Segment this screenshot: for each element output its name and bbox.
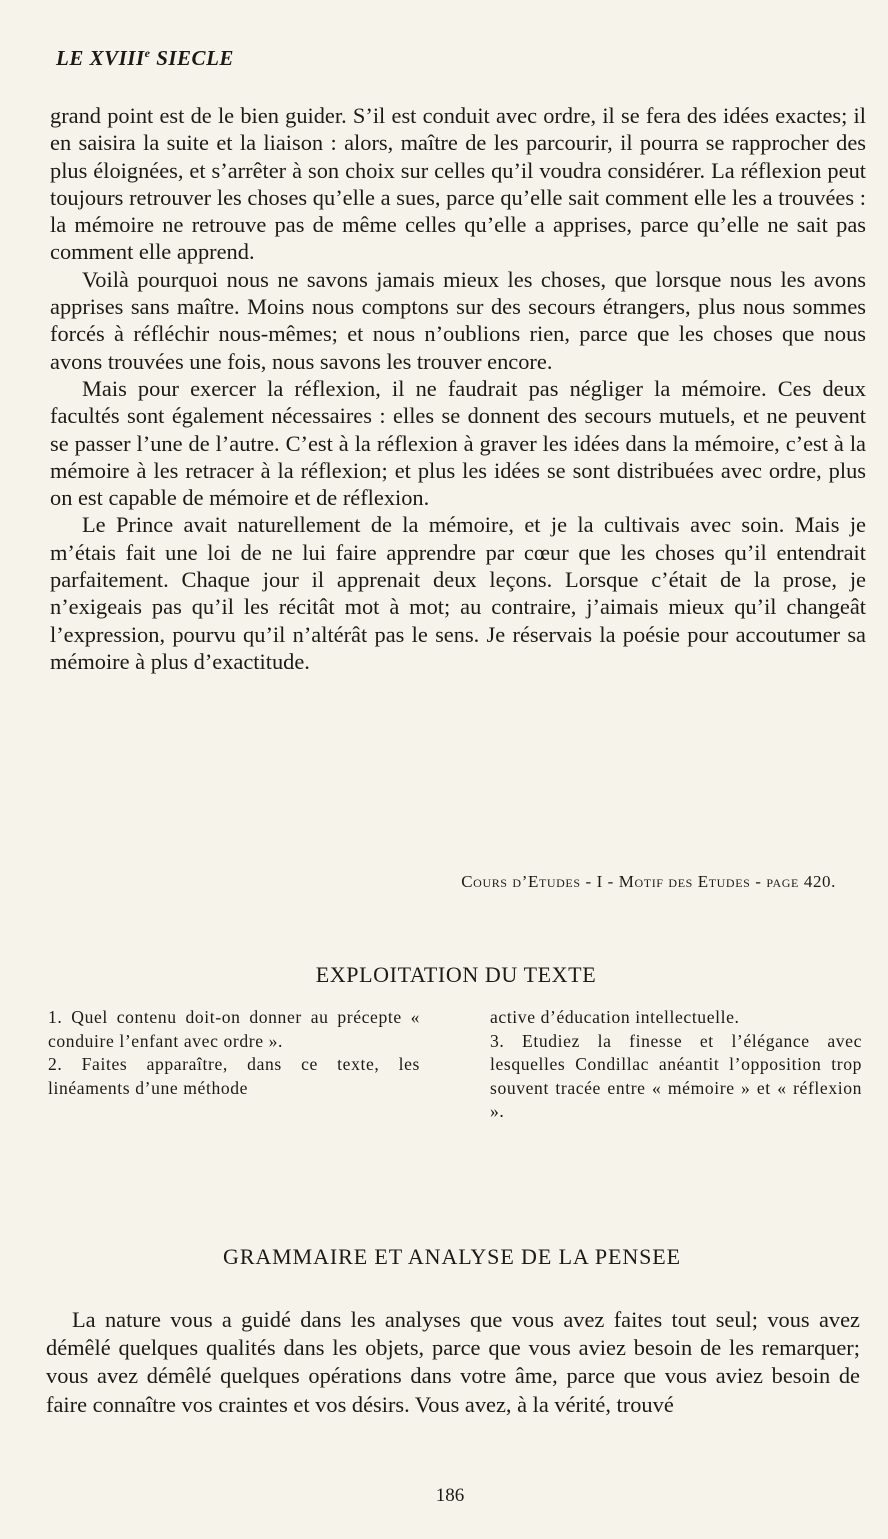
passage-paragraph: Voilà pourquoi nous ne savons jamais mieux les choses, que lorsque nous les avons apprises sans maître. Moins nous comptons sur des secours étrangers, plus nous sommes forcés à réfléchir nous-mêmes; et nous n’oublions rien, parce que les choses que nous avons trouvées une fois, nous savons les trouver encore. (50, 266, 866, 374)
exploitation-title: EXPLOITATION DU TEXTE (315, 962, 597, 987)
section-title-grammaire: GRAMMAIRE ET ANALYSE DE LA PENSEE (223, 1244, 681, 1269)
question-item: 3. Etudiez la finesse et l’élégance avec lesquelles Condillac anéantit l’opposition trop souvent tracée entre « mémoire » et « réflexion ». (490, 1030, 862, 1122)
second-section-body (46, 1306, 860, 1419)
page-number: 186 (435, 1485, 465, 1506)
question-item: active d’éducation intellectuelle. (490, 1007, 740, 1027)
source-citation: Cours d’Etudes - I - Motif des Etudes - page 420. (461, 872, 836, 891)
running-head (56, 46, 234, 71)
passage-paragraph: grand point est de le bien guider. S’il est conduit avec ordre, il se fera des idées exactes; il en saisira la suite et la liaison : alors, maître de les parcourir, il pourra se rapprocher des plus éloignées, et s’arrêter à son choix sur celles qu’il voudra considérer. La réflexion peut toujours retrouver les choses qu’elle a sues, parce qu’elle sait comment elle les a trouvées : la mémoire ne retrouve pas de même celles qu’elle a apprises, parce qu’elle ne sait pas comment elle apprend. (50, 103, 866, 265)
questions-left-column (48, 1006, 420, 1100)
question-item: 2. Faites apparaître, dans ce texte, les linéaments d’une méthode (48, 1054, 420, 1098)
second-section-paragraph: La nature vous a guidé dans les analyses que vous avez faites tout seul; vous avez démêlé quelques qualités dans les objets, parce que vous aviez besoin de les remarquer; vous avez démêlé quelques opérations dans votre âme, parce que vous aviez besoin de faire connaître vos craintes et vos désirs. Vous avez, à la vérité, trouvé (46, 1307, 860, 1417)
running-head-superscript: e (144, 46, 151, 60)
questions-right-column (490, 1006, 862, 1124)
passage-paragraph: Mais pour exercer la réflexion, il ne faudrait pas négliger la mémoire. Ces deux facultés sont également nécessaires : elles se donnent des secours mutuels, et ne peuvent se passer l’une de l’autre. C’est à la réflexion à graver les idées dans la mémoire, c’est à la mémoire à les retracer à la réflexion; et plus les idées se sont distribuées avec ordre, plus on est capable de mémoire et de réflexion. (50, 375, 866, 511)
passage-paragraph: Le Prince avait naturellement de la mémoire, et je la cultivais avec soin. Mais je m’étais fait une loi de ne lui faire apprendre par cœur que les choses qu’il entendrait parfaitement. Chaque jour il apprenait deux leçons. Lorsque c’était de la prose, je n’exigeais pas qu’il les récitât mot à mot; au contraire, j’aimais mieux qu’il changeât l’expression, pourvu qu’il n’altérât pas le sens. Je réservais la poésie pour accoutumer sa mémoire à plus d’exactitude. (50, 512, 866, 674)
running-head-rest: SIECLE (150, 46, 234, 70)
question-item: 1. Quel contenu doit-on donner au précepte « conduire l’enfant avec ordre ». (48, 1007, 420, 1051)
passage-body (50, 102, 866, 675)
running-head-main: LE XVIII (56, 46, 145, 70)
